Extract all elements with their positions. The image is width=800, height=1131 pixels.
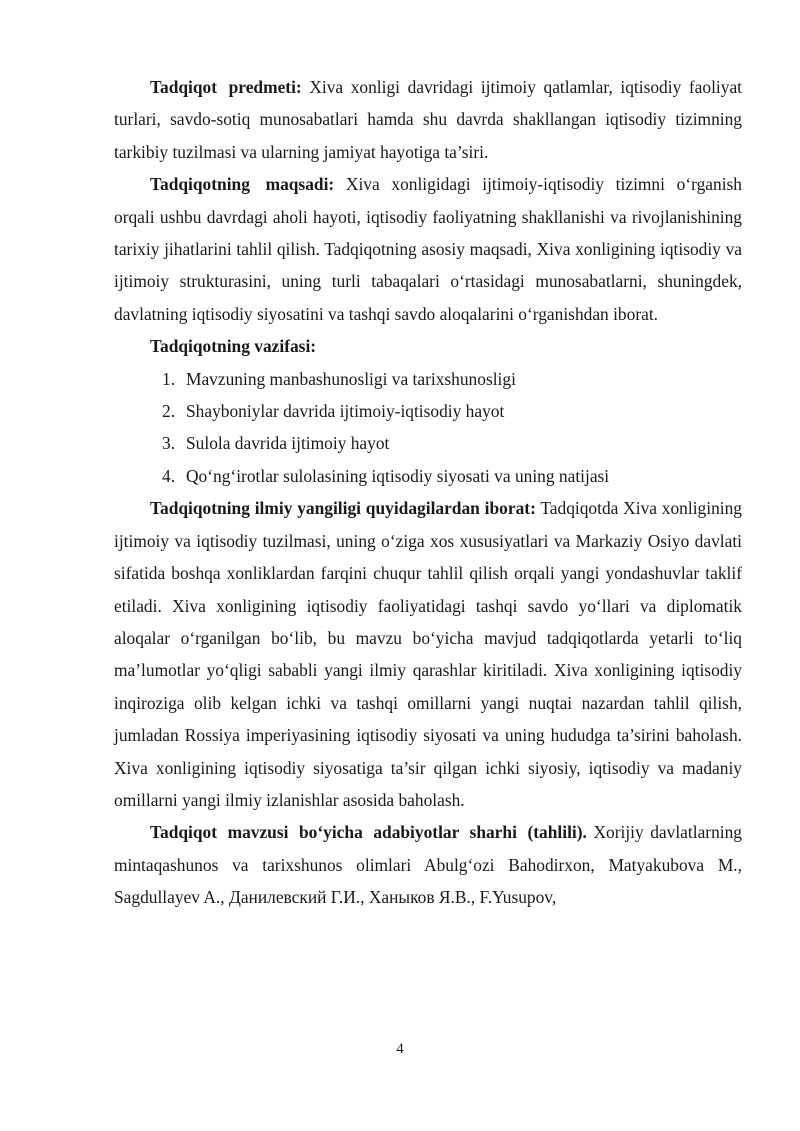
list-item-number: 2.	[162, 401, 176, 422]
list-item-number: 4.	[162, 465, 176, 486]
predmet-heading: Tadqiqot predmeti:	[150, 77, 302, 97]
predmet-body: Xiva xonligi davridagi ijtimoiy qatlamlar, iqtisodiy faoliyat turlari, savdo-sotiq munosabatlari hamda shu davrda shakllangan iqtisodiy tizimning tarkibiy tuzilmasi va ularning jamiyat hayotiga ta’siri.	[114, 77, 742, 162]
list-item	[162, 395, 742, 427]
list-item-number: 1.	[162, 368, 176, 389]
yangilik-heading: Tadqiqotning ilmiy yangiligi quyidagilardan iborat:	[150, 498, 536, 519]
page-number: 4	[396, 1041, 404, 1057]
paragraph-vazifa	[114, 330, 742, 362]
paragraph-adabiyot	[114, 816, 742, 913]
list-item-text: Qo‘ng‘irotlar sulolasining iqtisodiy siyosati va uning natijasi	[186, 465, 610, 486]
list-item	[162, 427, 742, 459]
page-body	[114, 71, 742, 914]
maqsad-body: Xiva xonligidagi ijtimoiy-iqtisodiy tizimni o‘rganish orqali ushbu davrdagi aholi hayoti, iqtisodiy faoliyatning shakllanishi va rivojlanishining tarixiy jihatlarini tahlil qilish. Tadqiqotning asosiy maqsadi, Xiva xonligining iqtisodiy va ijtimoiy strukturasini, uning turli tabaqalari o‘rtasidagi munosabatlarni, shuningdek, davlatning iqtisodiy siyosatini va tashqi savdo aloqalarini o‘rganishdan iborat.	[114, 174, 742, 324]
paragraph-yangilik	[114, 492, 742, 816]
list-item-number: 3.	[162, 433, 176, 454]
list-item	[162, 363, 742, 395]
list-item	[162, 460, 742, 492]
list-item-text: Mavzuning manbashunosligi va tarixshunosligi	[186, 368, 516, 389]
yangilik-body: Tadqiqotda Xiva xonligining ijtimoiy va iqtisodiy tuzilmasi, uning o‘ziga xos xususiyatlari va Markaziy Osiyo davlati sifatida boshqa xonliklardan farqini chuqur tahlil qilish orqali yangi yondashuvlar taklif etiladi. Xiva xonligining iqtisodiy faoliyatidagi tashqi savdo yo‘llari va diplomatik aloqalar o‘rganilgan bo‘lib, bu mavzu bo‘yicha mavjud tadqiqotlarda yetarli to‘liq ma’lumotlar yo‘qligi sababli yangi ilmiy qarashlar kiritiladi. Xiva xonligining iqtisodiy inqiroziga olib kelgan ichki va tashqi omillarni yangi nuqtai nazardan tahlil qilish, jumladan Rossiya imperiyasining iqtisodiy siyosati va uning hududga ta’sirini baholash. Xiva xonligining iqtisodiy siyosatiga ta’sir qilgan ichki siyosiy, iqtisodiy va madaniy omillarni yangi ilmiy izlanishlar asosida baholash.	[114, 498, 742, 810]
list-item-text: Sulola davrida ijtimoiy hayot	[186, 433, 390, 454]
maqsad-heading: Tadqiqotning maqsadi:	[150, 174, 335, 195]
adabiyot-body: Xorijiy davlatlarning mintaqashunos va tarixshunos olimlari Abulg‘ozi Bahodirxon, Matyakubova M., Sagdullayev A., Данилевский Г.И., Ханыков Я.В., F.Yusupov,	[114, 822, 742, 908]
vazifa-heading: Tadqiqotning vazifasi:	[150, 336, 317, 357]
task-list	[114, 363, 742, 493]
list-item-text: Shayboniylar davrida ijtimoiy-iqtisodiy hayot	[186, 401, 505, 422]
paragraph-maqsad	[114, 168, 742, 330]
paragraph-predmet	[114, 71, 742, 168]
adabiyot-heading: Tadqiqot mavzusi bo‘yicha adabiyotlar sharhi (tahlili).	[150, 822, 587, 843]
